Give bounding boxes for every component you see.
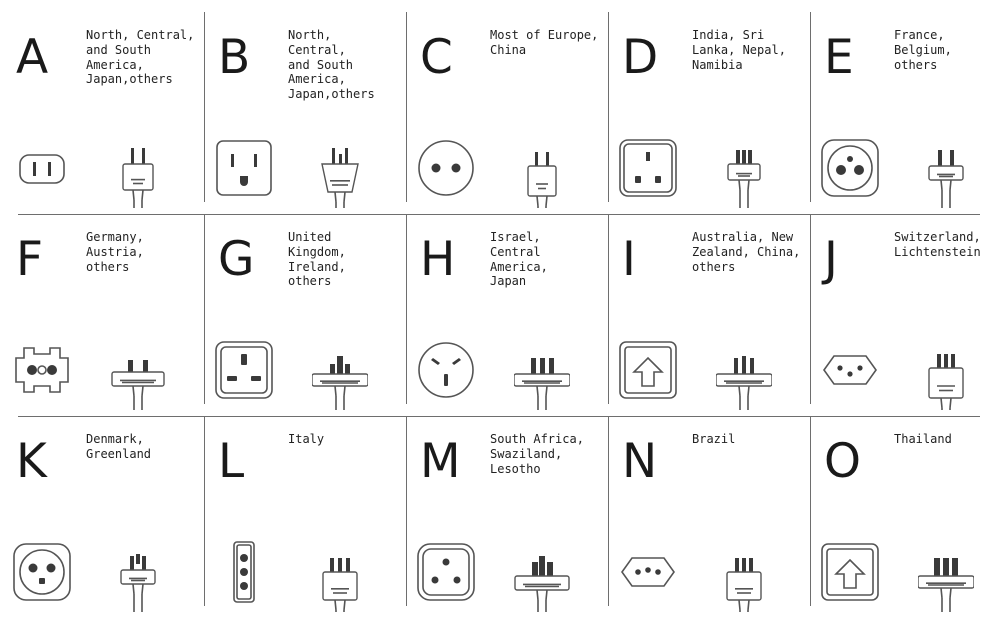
plug-type-countries: Australia, New Zealand, China, others [692, 230, 801, 274]
type-b-socket-icon [212, 136, 276, 200]
plug-type-countries: Brazil [692, 432, 736, 446]
column-divider [204, 416, 205, 606]
plug-type-letter: K [16, 434, 47, 489]
plug-type-letter: N [622, 434, 658, 489]
plug-type-cell-c [404, 12, 605, 214]
column-divider [810, 214, 811, 404]
type-f-socket-icon [10, 338, 74, 402]
type-c-plug-icon [514, 128, 570, 208]
type-d-socket-icon [616, 136, 680, 200]
column-divider [406, 416, 407, 606]
column-divider [810, 416, 811, 606]
plug-type-letter: D [622, 30, 659, 85]
plug-type-letter: G [218, 232, 255, 287]
plug-type-countries: Israel, Central America, Japan [490, 230, 548, 289]
plug-type-countries: Most of Europe, China [490, 28, 599, 57]
plug-type-countries: Germany, Austria, others [86, 230, 144, 274]
plug-type-cell-g [202, 214, 403, 416]
type-j-socket-icon [818, 338, 882, 402]
type-l-plug-icon [312, 532, 368, 612]
plug-type-countries: North, Central, and South America, Japan,others [86, 28, 195, 87]
plug-type-countries: United Kingdom, Ireland, others [288, 230, 346, 289]
plug-type-cell-e [808, 12, 1000, 214]
plug-type-countries: North, Central, and South America, Japan,others [288, 28, 375, 102]
plug-type-countries: South Africa, Swaziland, Lesotho [490, 432, 584, 476]
plug-type-cell-o [808, 416, 1000, 618]
plug-type-cell-l [202, 416, 403, 618]
type-n-plug-icon [716, 532, 772, 612]
plug-type-letter: J [824, 232, 838, 287]
type-n-socket-icon [616, 540, 680, 604]
type-e-plug-icon [918, 128, 974, 208]
type-k-socket-icon [10, 540, 74, 604]
plug-type-letter: A [16, 30, 49, 85]
type-g-socket-icon [212, 338, 276, 402]
type-j-plug-icon [918, 330, 974, 410]
plug-type-cell-k [0, 416, 201, 618]
plug-type-letter: B [218, 30, 251, 85]
type-o-socket-icon [818, 540, 882, 604]
plug-type-cell-n [606, 416, 807, 618]
type-h-socket-icon [414, 338, 478, 402]
column-divider [406, 214, 407, 404]
plug-type-cell-h [404, 214, 605, 416]
plug-type-letter: I [622, 232, 636, 287]
column-divider [608, 416, 609, 606]
type-d-plug-icon [716, 128, 772, 208]
type-l-socket-icon [212, 540, 276, 604]
plug-type-countries: Thailand [894, 432, 952, 446]
type-o-plug-icon [918, 532, 974, 612]
plug-type-letter: E [824, 30, 854, 85]
type-h-plug-icon [514, 330, 570, 410]
plug-type-letter: C [420, 30, 453, 85]
type-b-plug-icon [312, 128, 368, 208]
type-c-socket-icon [414, 136, 478, 200]
plug-type-countries: India, Sri Lanka, Nepal, Namibia [692, 28, 786, 72]
plug-type-letter: L [218, 434, 245, 489]
type-a-socket-icon [10, 136, 74, 200]
plug-type-cell-m [404, 416, 605, 618]
plug-type-letter: H [420, 232, 456, 287]
type-k-plug-icon [110, 532, 166, 612]
plug-type-letter: F [16, 232, 44, 287]
type-g-plug-icon [312, 330, 368, 410]
type-i-plug-icon [716, 330, 772, 410]
column-divider [608, 12, 609, 202]
type-a-plug-icon [110, 128, 166, 208]
plug-type-cell-i [606, 214, 807, 416]
type-i-socket-icon [616, 338, 680, 402]
plug-type-cell-j [808, 214, 1000, 416]
plug-type-cell-d [606, 12, 807, 214]
plug-type-countries: Italy [288, 432, 325, 446]
type-e-socket-icon [818, 136, 882, 200]
column-divider [406, 12, 407, 202]
type-f-plug-icon [110, 330, 166, 410]
plug-type-cell-a [0, 12, 201, 214]
plug-type-countries: France, Belgium, others [894, 28, 952, 72]
column-divider [608, 214, 609, 404]
column-divider [810, 12, 811, 202]
plug-type-letter: O [824, 434, 861, 489]
plug-type-cell-f [0, 214, 201, 416]
type-m-plug-icon [514, 532, 570, 612]
plug-type-cell-b [202, 12, 403, 214]
plug-type-letter: M [420, 434, 461, 489]
plug-type-countries: Switzerland, Lichtenstein [894, 230, 981, 259]
column-divider [204, 214, 205, 404]
type-m-socket-icon [414, 540, 478, 604]
column-divider [204, 12, 205, 202]
plug-type-countries: Denmark, Greenland [86, 432, 152, 461]
